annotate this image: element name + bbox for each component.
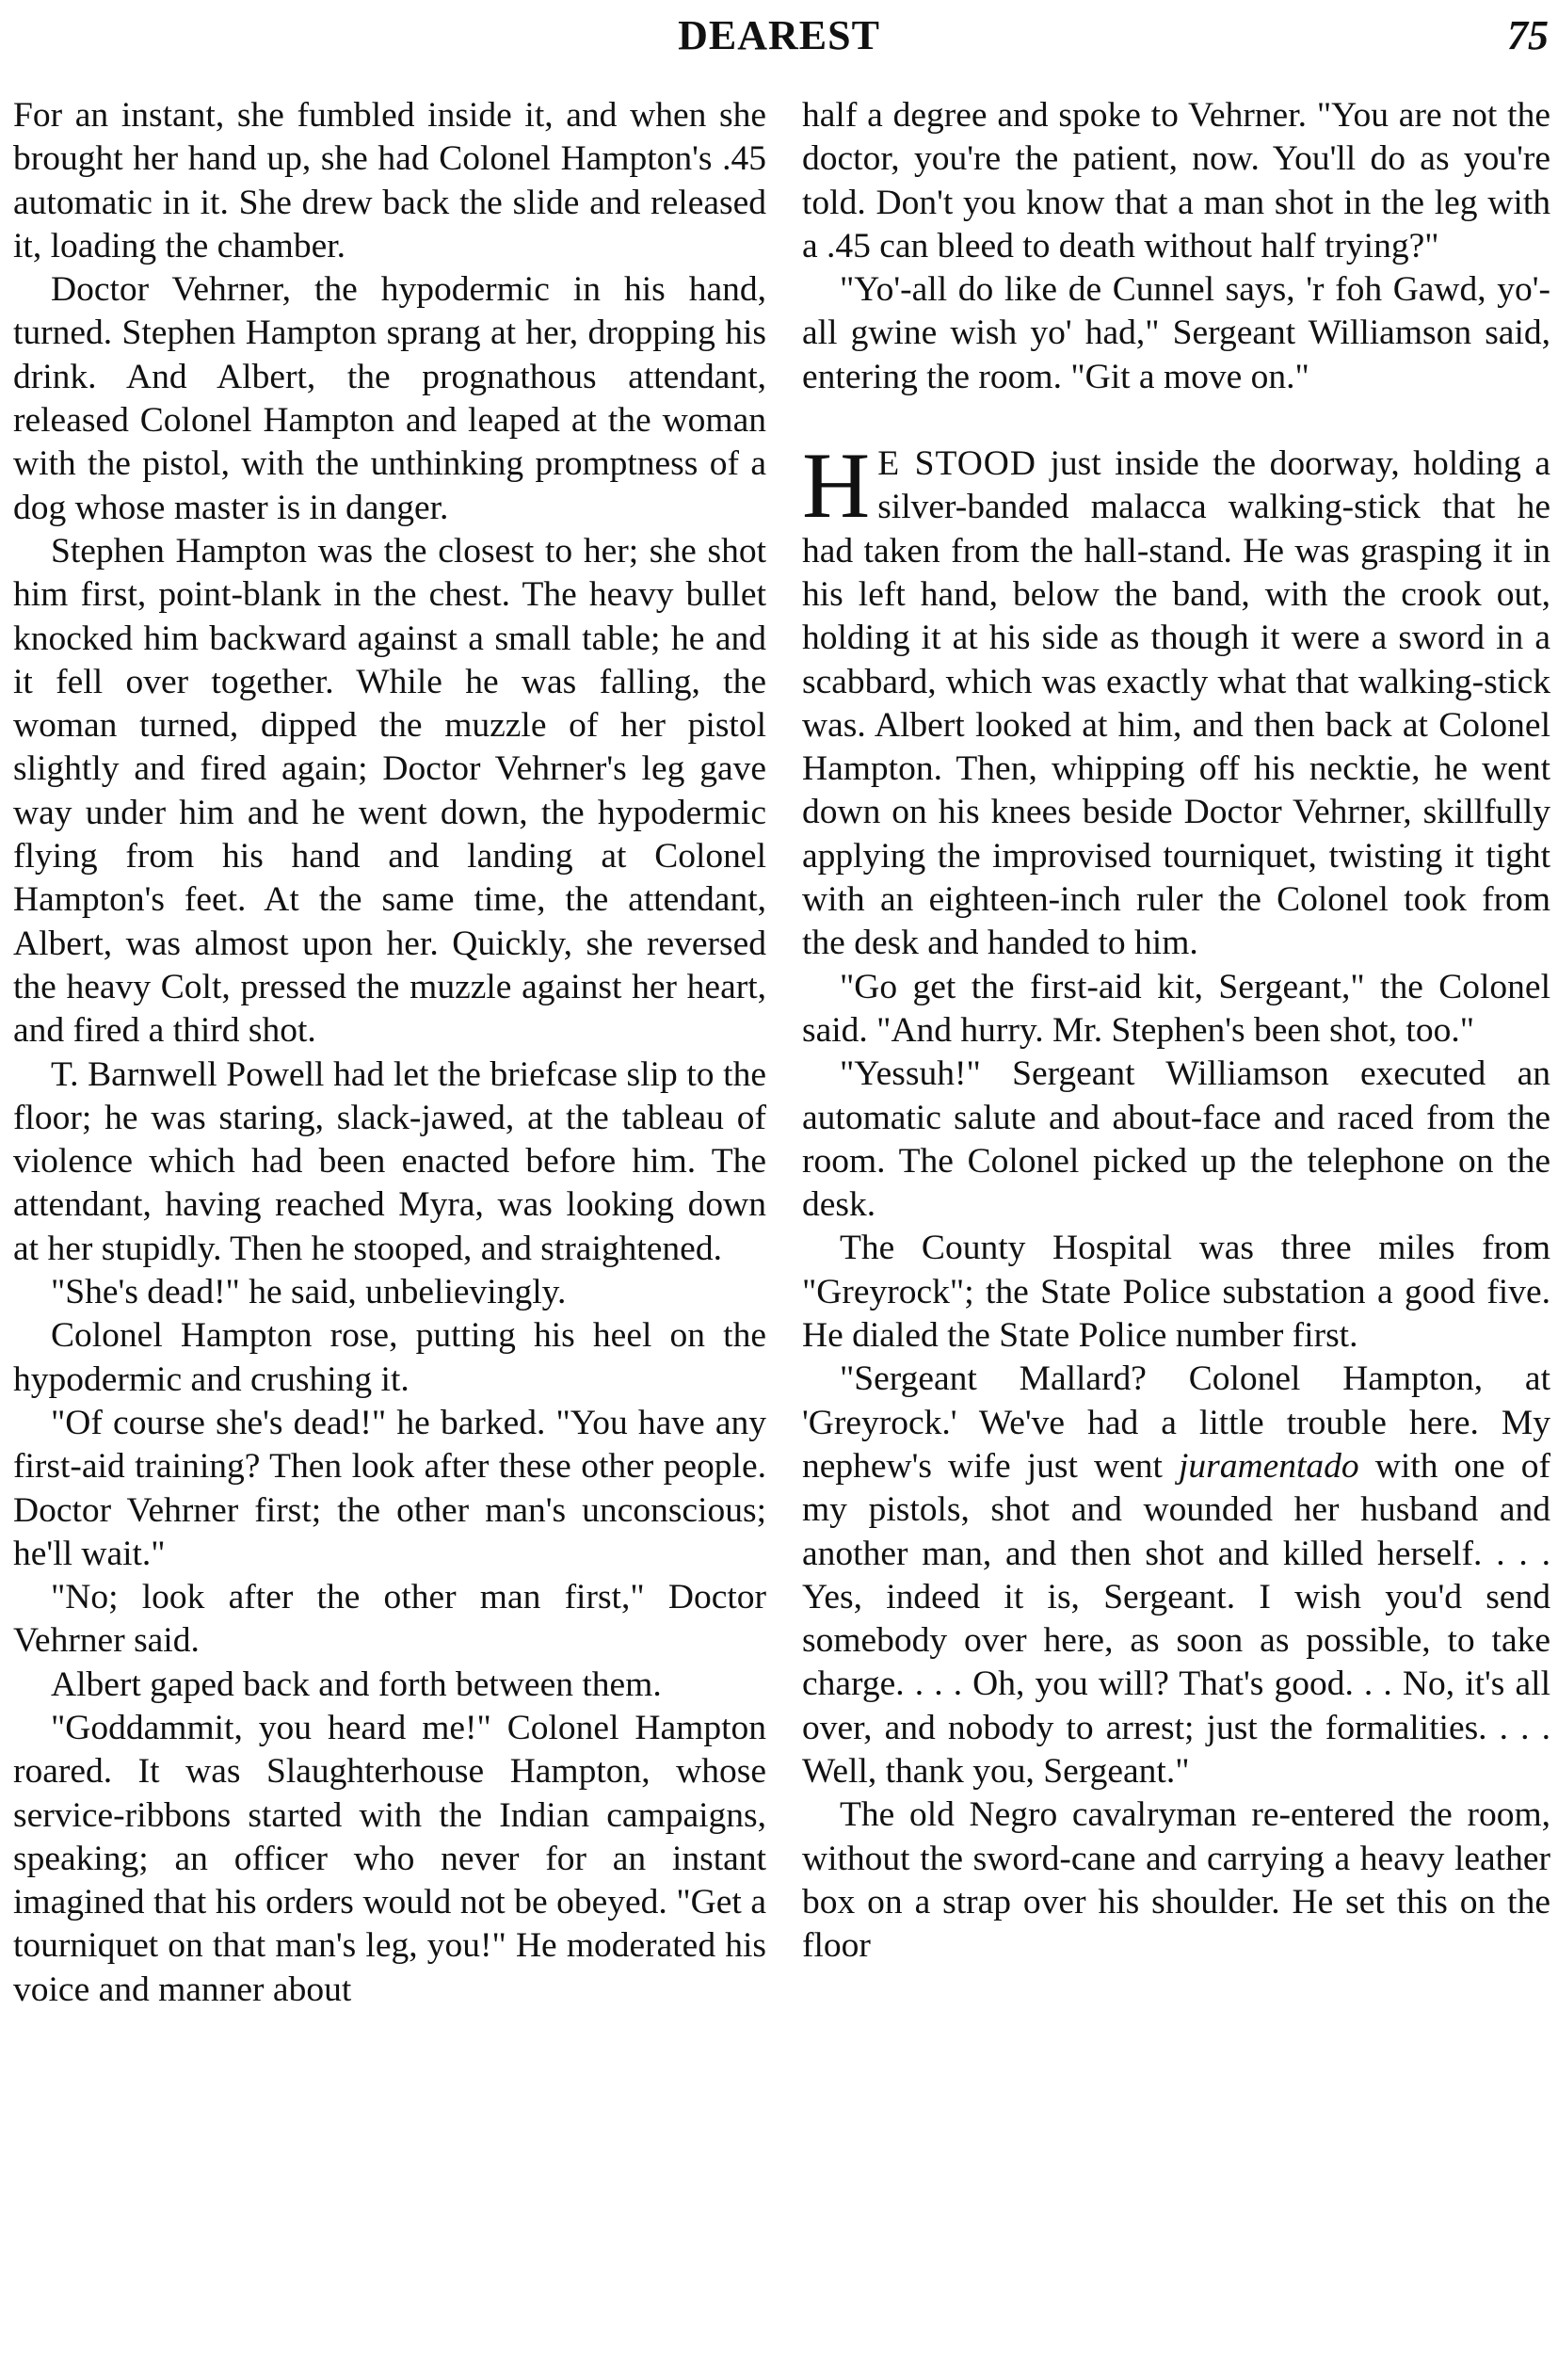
page-number: 75: [1507, 12, 1549, 58]
phone-text-start: "Sergeant Mallard? Colonel Hampton, at 'Greyrock.' We've had a little trouble here. My nephew's wife just went: [802, 1359, 1550, 1486]
paragraph: Colonel Hampton rose, putting his heel on the hypodermic and crushing it.: [13, 1316, 766, 1399]
drop-cap: H: [802, 433, 871, 539]
right-column: [802, 94, 1550, 1968]
paragraph: The old Negro cavalryman re-entered the room, without the sword-cane and carrying a heavy leather box on a strap over his shoulder. He set this on the floor: [802, 1795, 1550, 1966]
paragraph: half a degree and spoke to Vehrner. "You are not the doctor, you're the patient, now. You'll do as you're told. Don't you know that a man shot in the leg with a .45 can bleed to death without half trying?": [802, 96, 1550, 265]
paragraph: "She's dead!" he said, unbelievingly.: [51, 1273, 567, 1312]
section-text: just inside the doorway, holding a silver-banded malacca walking-stick that he had taken from the hall-stand. He was grasping it in his left hand, below the band, with the crook out, holding it at his side as though it were a sword in a scabbard, which was exactly what that walking-stick was. Albert looked at him, and then back at Colonel Hampton. Then, whipping off his necktie, he went down on his knees beside Doctor Vehrner, skillfully applying the improvised tourniquet, twisting it tight with an eighteen-inch ruler the Colonel took from the desk and handed to him.: [802, 444, 1550, 963]
paragraph: "Yessuh!" Sergeant Williamson executed an automatic salute and about-face and raced from the room. The Colonel picked up the telephone on the desk.: [802, 1054, 1550, 1225]
paragraph: "Go get the first-aid kit, Sergeant," the Colonel said. "And hurry. Mr. Stephen's been shot, too.": [802, 967, 1550, 1050]
phone-text-end: with one of my pistols, shot and wounded her husband and another man, and then shot and killed herself. . . . Yes, indeed it is, Sergeant. I wish you'd send somebody over here, as soon as possible, to take charge. . . . Oh, you will? That's good. . . No, it's all over, and nobody to arrest; just the formalities. . . . Well, thank you, Sergeant.": [802, 1446, 1550, 1791]
paragraph: T. Barnwell Powell had let the briefcase slip to the floor; he was staring, slack-jawed, at the tableau of violence which had been enacted before him. The attendant, having reached Myra, was looking down at her stupidly. Then he stooped, and straightened.: [13, 1054, 766, 1268]
left-column: [13, 94, 766, 2012]
paragraph: The County Hospital was three miles from "Greyrock"; the State Police substation a good five. He dialed the State Police number first.: [802, 1229, 1550, 1356]
paragraph: "Of course she's dead!" he barked. "You have any first-aid training? Then look after these other people. Doctor Vehrner first; the other man's unconscious; he'll wait.": [13, 1403, 766, 1573]
running-title: DEAREST: [678, 12, 880, 58]
section-lead-in: E STOOD: [877, 444, 1036, 484]
phone-call-paragraph: [802, 1358, 1550, 1793]
paragraph: Stephen Hampton was the closest to her; she shot him first, point-blank in the chest. The heavy bullet knocked him backward against a small table; he and it fell over together. While he was falling, the woman turned, dipped the muzzle of her pistol slightly and fired again; Doctor Vehrner's leg gave way under him and he went down, the hypodermic flying from his hand and landing at Colonel Hampton's feet. At the same time, the attendant, Albert, was almost upon her. Quickly, she reversed the heavy Colt, pressed the muzzle against her heart, and fired a third shot.: [13, 531, 766, 1051]
paragraph: "Goddammit, you heard me!" Colonel Hampton roared. It was Slaughterhouse Hampton, whose service-ribbons started with the Indian campaigns, speaking; an officer who never for an instant imagined that his orders would not be obeyed. "Get a tourniquet on that man's leg, you!" He moderated his voice and manner about: [13, 1708, 766, 2009]
paragraph: Doctor Vehrner, the hypodermic in his hand, turned. Stephen Hampton sprang at her, dropping his drink. And Albert, the prognathous attendant, released Colonel Hampton and leaped at the woman with the pistol, with the unthinking promptness of a dog whose master is in danger.: [13, 270, 766, 527]
page-header: [0, 8, 1558, 64]
paragraph: Albert gaped back and forth between them.: [51, 1664, 662, 1704]
section-opening-paragraph: [802, 433, 1550, 966]
italic-word: juramentado: [1179, 1446, 1359, 1486]
paragraph: "No; look after the other man first," Doctor Vehrner said.: [13, 1578, 766, 1661]
paragraph: For an instant, she fumbled inside it, and when she brought her hand up, she had Colonel Hampton's .45 automatic in it. She drew back the slide and released it, loading the chamber.: [13, 96, 766, 265]
paragraph: "Yo'-all do like de Cunnel says, 'r foh Gawd, yo'-all gwine wish yo' had," Sergeant Williamson said, entering the room. "Git a move on.": [802, 270, 1550, 396]
